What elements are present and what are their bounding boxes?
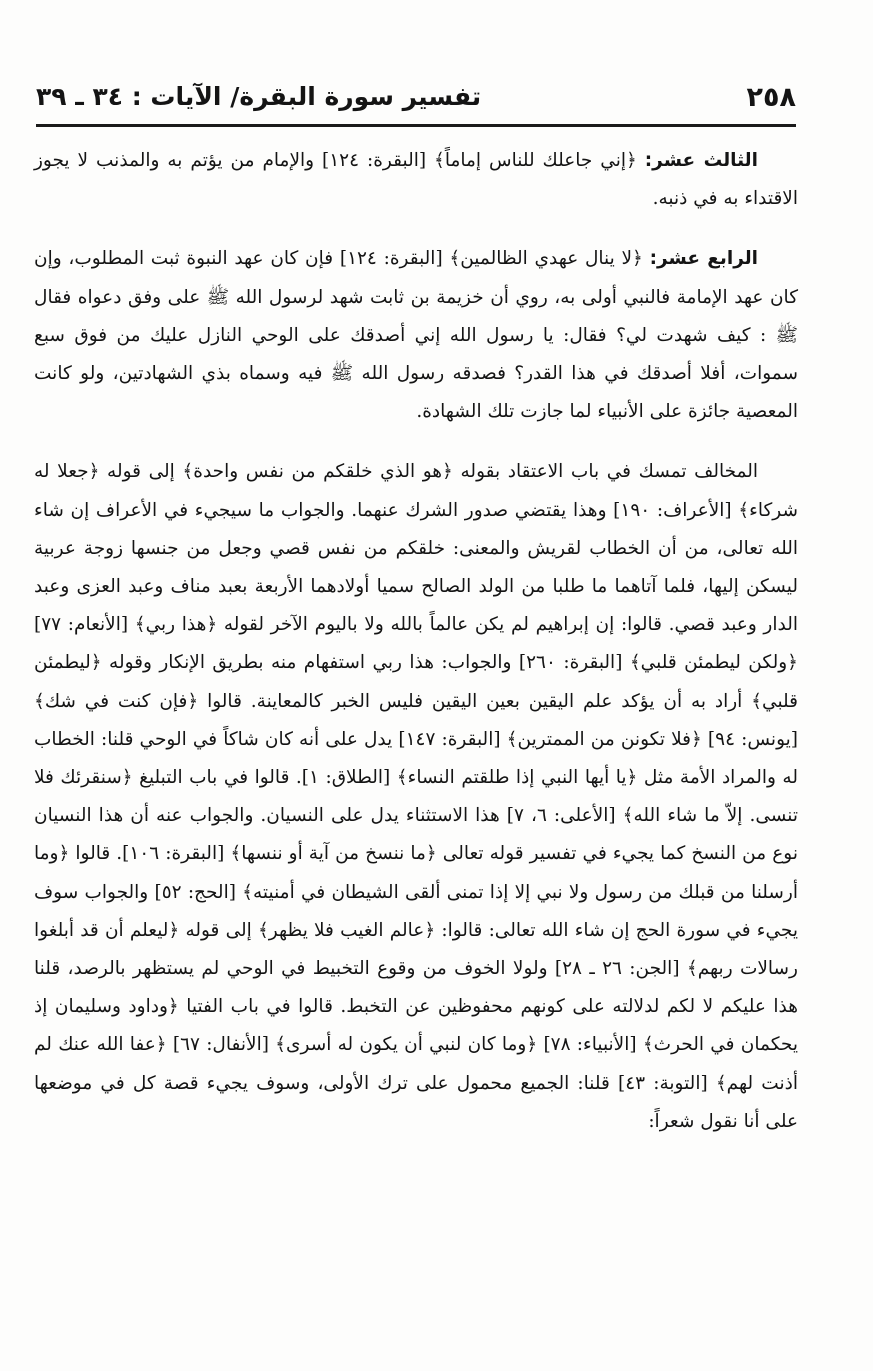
running-title: تفسير سورة البقرة/ الآيات : ٣٤ ـ ٣٩ (36, 82, 482, 111)
page-number: ٢٥٨ (746, 82, 796, 113)
paragraph-13th (34, 142, 798, 218)
page-header (36, 76, 796, 120)
paragraph-opponent (34, 453, 798, 1141)
body-text (34, 142, 798, 1141)
paragraph-text: ﴿إني جاعلك للناس إماماً﴾ [البقرة: ١٢٤] والإمام من يؤتم به والمذنب لا يجوز الاقتداء به في ذنبه. (34, 150, 798, 210)
paragraph-text: ﴿لا ينال عهدي الظالمين﴾ [البقرة: ١٢٤] فإن كان عهد النبوة ثبت المطلوب، وإن كان عهد الإمامة فالنبي أولى به، روي أن خزيمة بن ثابت شهد لرسول الله ﷺ على وفق دعواه فقال ﷺ : كيف شهدت لي؟ فقال: يا رسول الله إني أصدقك على الوحي النازل عليك من فوق سبع سموات، أفلا أصدقك في هذا القدر؟ فصدقه رسول الله ﷺ فيه وسماه بذي الشهادتين، ولو كانت المعصية جائزة على الأنبياء لما جازت تلك الشهادة. (34, 248, 798, 423)
paragraph-14th (34, 240, 798, 431)
paragraph-text: المخالف تمسك في باب الاعتقاد بقوله ﴿هو الذي خلقكم من نفس واحدة﴾ إلى قوله ﴿جعلا له شركاء﴾ [الأعراف: ١٩٠] وهذا يقتضي صدور الشرك عنهما. والجواب ما سيجيء في الأعراف إن شاء الله تعالى، من أن الخطاب لقريش والمعنى: خلقكم من نفس قصي وجعل من جنسها زوجة عربية ليسكن إليها، فلما آتاهما ما طلبا من الولد الصالح سميا أولادهما الأربعة بعبد مناف وعبد العزى وعبد الدار وعبد قصي. قالوا: إن إبراهيم لم يكن عالماً بالله ولا باليوم الآخر لقوله ﴿هذا ربي﴾ [الأنعام: ٧٧] ﴿ولكن ليطمئن قلبي﴾ [البقرة: ٢٦٠] والجواب: هذا ربي استفهام منه بطريق الإنكار وقوله ﴿ليطمئن قلبي﴾ أراد به أن يؤكد علم اليقين بعين اليقين فليس الخبر كالمعاينة. قالوا ﴿فإن كنت في شك﴾ [يونس: ٩٤] ﴿فلا تكونن من الممترين﴾ [البقرة: ١٤٧] يدل على أنه كان شاكاً في الوحي قلنا: الخطاب له والمراد الأمة مثل ﴿يا أيها النبي إذا طلقتم النساء﴾ [الطلاق: ١]. قالوا في باب التبليغ ﴿سنقرئك فلا تنسى. إلاّ ما شاء الله﴾ [الأعلى: ٦، ٧] هذا الاستثناء يدل على النسيان. والجواب عنه أن هذا النسيان نوع من النسخ كما يجيء في تفسير قوله تعالى ﴿ما ننسخ من آية أو ننسها﴾ [البقرة: ١٠٦]. قالوا ﴿وما أرسلنا من قبلك من رسول ولا نبي إلا إذا تمنى ألقى الشيطان في أمنيته﴾ [الحج: ٥٢] والجواب سوف يجيء في سورة الحج إن شاء الله تعالى: قالوا: ﴿عالم الغيب فلا يظهر﴾ إلى قوله ﴿ليعلم أن قد أبلغوا رسالات ربهم﴾ [الجن: ٢٦ ـ ٢٨] ولولا الخوف من وقوع التخبيط في الوحي لم يستظهر بالرصد، قلنا هذا عليكم لا لكم لدلالته على كونهم محفوظين عن التخبط. قالوا في باب الفتيا ﴿وداود وسليمان إذ يحكمان في الحرث﴾ [الأنبياء: ٧٨] ﴿وما كان لنبي أن يكون له أسرى﴾ [الأنفال: ٦٧] ﴿عفا الله عنك لم أذنت لهم﴾ [التوبة: ٤٣] قلنا: الجميع محمول على ترك الأولى، وسوف يجيء قصة كل في موضعها على أنا نقول شعراً: (34, 461, 799, 1132)
paragraph-lead: الرابع عشر: (649, 248, 758, 270)
paragraph-lead: الثالث عشر: (644, 150, 758, 171)
header-divider (36, 124, 796, 127)
